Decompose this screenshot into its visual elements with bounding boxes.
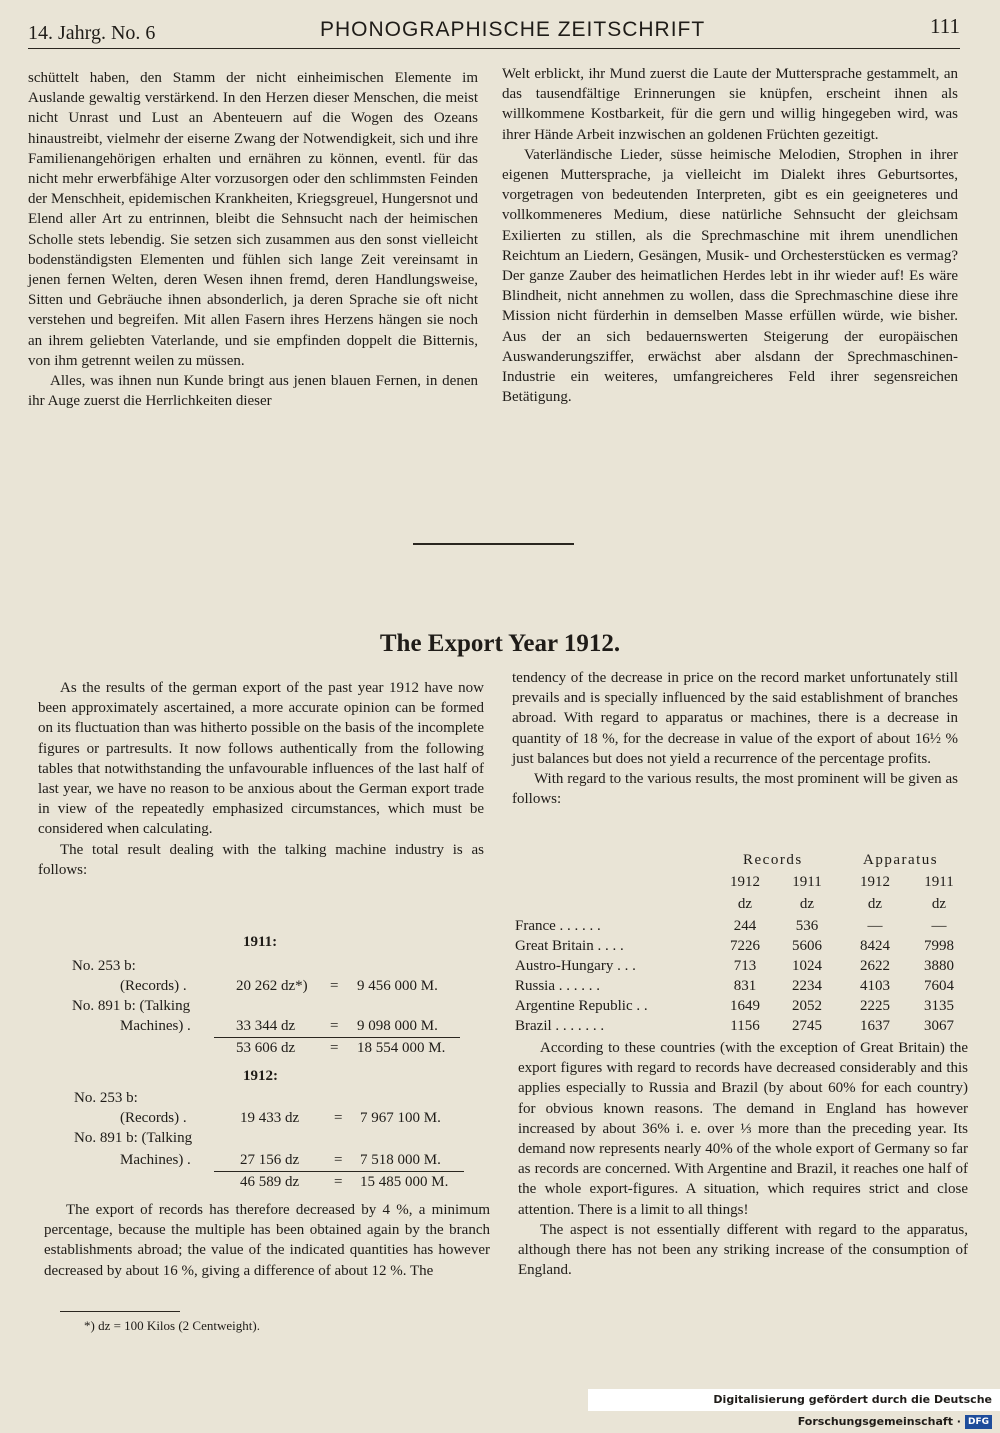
german-column-left bbox=[28, 68, 478, 411]
footnote: *) dz = 100 Kilos (2 Centweight). bbox=[84, 1318, 260, 1333]
apparatus-1912: 8424 bbox=[860, 938, 890, 954]
records-1912: 7226 bbox=[730, 938, 760, 954]
paragraph: According to these countries (with the exception of Great Britain) the export figures with regard to records have decreased considerably and this applies especially to Russia and Brazil (by about 60% for each country) for obvious known reasons. The demand in England has however increased by about 36% i. e. over ⅓ more than the preceding year. Its demand now represents nearly 40% of the whole export of Germany so far as records are concerned. With Argentine and Brazil, it reaches one half of the whole export-figures. A situation, which requires strict and close attention. There is a limit to all things! bbox=[518, 1040, 968, 1218]
german-column-right bbox=[502, 64, 958, 407]
country-label: Russia . . . . . . bbox=[515, 978, 601, 994]
paragraph: As the results of the german export of the past year 1912 have now been approximately ascertained, a more accurate opinion can be formed on its fluctuation than was hitherto possible on the basis of the incomplete figures or partresults. It now follows authentically from the following tables that notwithstanding the unfavourable influences of the last half of last year, we have no reason to be anxious about the German export trade in view of the repeatedly emphasized circumstances, which must be considered when calculating. bbox=[38, 680, 484, 838]
year-header: 1911 bbox=[924, 874, 954, 890]
table-row bbox=[515, 1018, 965, 1038]
apparatus-1912: — bbox=[867, 918, 883, 934]
paragraph: Alles, was ihnen nun Kunde bringt aus jenen blauen Fernen, in denen ihr Auge zuerst die Herrlichkeiten dieser bbox=[28, 373, 478, 410]
total-value: 15 485 000 M. bbox=[360, 1174, 449, 1190]
paragraph: The total result dealing with the talking machine industry is as follows: bbox=[38, 841, 484, 878]
group-header-records: Records bbox=[743, 852, 803, 868]
tariff-number: No. 891 b: (Talking bbox=[72, 998, 191, 1014]
records-1912: 1156 bbox=[730, 1018, 760, 1034]
apparatus-1911: 3067 bbox=[924, 1018, 954, 1034]
page-header bbox=[28, 14, 960, 49]
figures-1911 bbox=[38, 934, 468, 1064]
quantity: 19 433 dz bbox=[240, 1110, 300, 1126]
dfg-logo-icon: DFG bbox=[965, 1415, 992, 1429]
group-header-apparatus: Apparatus bbox=[863, 852, 939, 868]
value: 9 098 000 M. bbox=[357, 1018, 438, 1034]
year-header: 1911 bbox=[792, 874, 822, 890]
tariff-number: No. 891 b: (Talking bbox=[74, 1130, 193, 1146]
apparatus-1911: 7604 bbox=[924, 978, 954, 994]
unit-header: dz bbox=[799, 896, 815, 912]
equals: = bbox=[334, 1110, 343, 1126]
equals: = bbox=[330, 1040, 339, 1056]
records-1911: 2745 bbox=[792, 1018, 822, 1034]
footnote-rule bbox=[60, 1311, 180, 1312]
records-1912: 1649 bbox=[730, 998, 760, 1014]
paragraph: The export of records has therefore decreased by 4 %, a minimum percentage, because the multiple has been obtained again by the branch establishments abroad; the value of the indicated quantities has however decreased by about 16 %, giving a difference of about 12 %. The bbox=[44, 1202, 490, 1279]
unit-header: dz bbox=[867, 896, 883, 912]
volume-label: 14. Jahrg. No. 6 bbox=[28, 22, 156, 44]
year-header: 1912 bbox=[730, 874, 760, 890]
english-column-left bbox=[38, 678, 484, 880]
paragraph: tendency of the decrease in price on the record market unfortunately still prevails and is specially influenced by the said establishment of branches abroad. With regard to apparatus or machines, there is a decrease in quantity of 18 %, for the decrease in value of the export of about 16½ % just balances but does not yield a recurrence of the percentage profits. bbox=[512, 670, 958, 767]
country-label: Brazil . . . . . . . bbox=[515, 1018, 605, 1034]
figures-1912 bbox=[38, 1068, 468, 1198]
records-1911: 5606 bbox=[792, 938, 822, 954]
sum-rule bbox=[214, 1171, 464, 1172]
journal-title: PHONOGRAPHISCHE ZEITSCHRIFT bbox=[320, 18, 706, 41]
records-1911: 2234 bbox=[792, 978, 822, 994]
records-1912: 244 bbox=[733, 918, 757, 934]
sum-rule bbox=[214, 1037, 460, 1038]
records-1911: 1024 bbox=[792, 958, 822, 974]
year-heading: 1912: bbox=[243, 1068, 278, 1084]
equals: = bbox=[334, 1152, 343, 1168]
apparatus-1911: 7998 bbox=[924, 938, 954, 954]
country-label: Argentine Republic . . bbox=[515, 998, 648, 1014]
english-column-right-continued bbox=[518, 1038, 968, 1280]
apparatus-1911: — bbox=[931, 918, 947, 934]
value: 7 518 000 M. bbox=[360, 1152, 441, 1168]
item-label: (Records) . bbox=[120, 978, 187, 994]
tariff-number: No. 253 b: bbox=[74, 1090, 138, 1106]
english-column-left-continued bbox=[44, 1200, 490, 1281]
equals: = bbox=[334, 1174, 343, 1190]
records-1912: 713 bbox=[733, 958, 757, 974]
equals: = bbox=[330, 1018, 339, 1034]
apparatus-1912: 1637 bbox=[860, 1018, 890, 1034]
unit-header: dz bbox=[737, 896, 753, 912]
table-row bbox=[515, 978, 965, 998]
records-1912: 831 bbox=[733, 978, 757, 994]
item-label: (Records) . bbox=[120, 1110, 187, 1126]
apparatus-1911: 3880 bbox=[924, 958, 954, 974]
country-label: Austro-Hungary . . . bbox=[515, 958, 636, 974]
english-column-right bbox=[512, 668, 958, 809]
unit-header: dz bbox=[931, 896, 947, 912]
table-row bbox=[515, 958, 965, 978]
apparatus-1912: 2622 bbox=[860, 958, 890, 974]
year-header: 1912 bbox=[860, 874, 890, 890]
section-divider bbox=[413, 543, 574, 545]
paragraph: Vaterländische Lieder, süsse heimische Melodien, Strophen in ihrer eigenen Muttersprache, ja vielleicht im Dialekt ihres Geburtsortes, vorgetragen von bedeutenden Interpreten, gibt es ein geeigneteres und vollkommeneres Medium, diese natürliche Sehnsucht der gleichsam Exilierten zu stillen, als die Sprechmaschine mit ihrem unendlichen Reichtum an Liedern, Gesängen, Musik- und Orchesterstücken es vermag? Der ganze Zauber des heimatlichen Herdes lebt in ihr wieder auf! Es wäre Blindheit, nicht annehmen zu wollen, dass die Sprechmaschine diese ihre Mission nicht fürderhin in demselben Masse erfüllen würde, wie bisher. Aus der an sich bedauernswerten Steigerung der europäischen Auswanderungsziffer, erwächst aber alsdann der Sprechmaschinen-Industrie ein weiteres, umfangreicheres Feld ihrer segensreichen Betätigung. bbox=[502, 146, 958, 406]
records-1911: 2052 bbox=[792, 998, 822, 1014]
quantity: 27 156 dz bbox=[240, 1152, 300, 1168]
paragraph: schüttelt haben, den Stamm der nicht einheimischen Elemente im Auslande gewaltig verstärkend. In den Herzen dieser Menschen, die meist nicht Unrast und Lust an Abenteuern auf die Wogen des Ozeans hinaustreibt, vielmehr der eiserne Zwang der Notwendigkeit, sich und ihre Familienangehörigen erhalten und ernähren zu können, eventl. für das nicht mehr erwerbfähige Alter vorzusorgen oder den schlimmsten Feinden der Menschheit, epidemischen Krankheiten, Kriegsgreuel, Hungersnot und Elend aller Art zu entrinnen, bleibt die Sehnsucht nach der heimischen Scholle stets lebendig. Sie setzen sich zusammen aus den sonst vielleicht bodenständigsten Elementen und fühlen sich lange Zeit vereinsamt in jenen fernen Welten, deren Wesen ihnen fremd, deren Handlungsweise, Sitten und Gebräuche ihnen absonderlich, ja deren Sprache sie oft nicht verstehen und begreifen. Mit allen Fasern ihres Herzens hängen sie noch an ihrem geliebten Vaterlande, und sie empfinden doppelt die Bitternis, von ihm getrennt weilen zu müssen. bbox=[28, 70, 478, 369]
quantity: 20 262 dz*) bbox=[236, 978, 308, 994]
table-row bbox=[515, 938, 965, 958]
paragraph: Welt erblickt, ihr Mund zuerst die Laute der Muttersprache gestammelt, an das tausendfältige Erinnerungen sie knüpfen, erscheint ihnen als willkommene Kostbarkeit, für die gern und willig hingegeben wird, was ihrer Hände Arbeit inzwischen an goldenen Früchten gezeitigt. bbox=[502, 66, 958, 143]
apparatus-1911: 3135 bbox=[924, 998, 954, 1014]
apparatus-1912: 2225 bbox=[860, 998, 890, 1014]
year-heading: 1911: bbox=[243, 934, 278, 950]
total-value: 18 554 000 M. bbox=[357, 1040, 446, 1056]
value: 9 456 000 M. bbox=[357, 978, 438, 994]
item-label: Machines) . bbox=[120, 1152, 191, 1168]
quantity: 33 344 dz bbox=[236, 1018, 296, 1034]
article-title: The Export Year 1912. bbox=[379, 630, 621, 657]
records-1911: 536 bbox=[795, 918, 819, 934]
dfg-banner-text: Digitalisierung gefördert durch die Deutsche Forschungsgemeinschaft · bbox=[713, 1393, 992, 1428]
table-row bbox=[515, 998, 965, 1018]
item-label: Machines) . bbox=[120, 1018, 191, 1034]
table-row bbox=[515, 918, 965, 938]
apparatus-1912: 4103 bbox=[860, 978, 890, 994]
page-number: 111 bbox=[930, 14, 960, 38]
value: 7 967 100 M. bbox=[360, 1110, 441, 1126]
equals: = bbox=[330, 978, 339, 994]
country-label: Great Britain . . . . bbox=[515, 938, 624, 954]
dfg-banner bbox=[588, 1389, 1000, 1428]
total-quantity: 53 606 dz bbox=[236, 1040, 296, 1056]
paragraph: The aspect is not essentially different with regard to the apparatus, although there has not been any striking increase of the consumption of England. bbox=[518, 1221, 968, 1279]
country-label: France . . . . . . bbox=[515, 918, 601, 934]
paragraph: With regard to the various results, the most prominent will be given as follows: bbox=[512, 771, 958, 808]
total-quantity: 46 589 dz bbox=[240, 1174, 300, 1190]
tariff-number: No. 253 b: bbox=[72, 958, 136, 974]
